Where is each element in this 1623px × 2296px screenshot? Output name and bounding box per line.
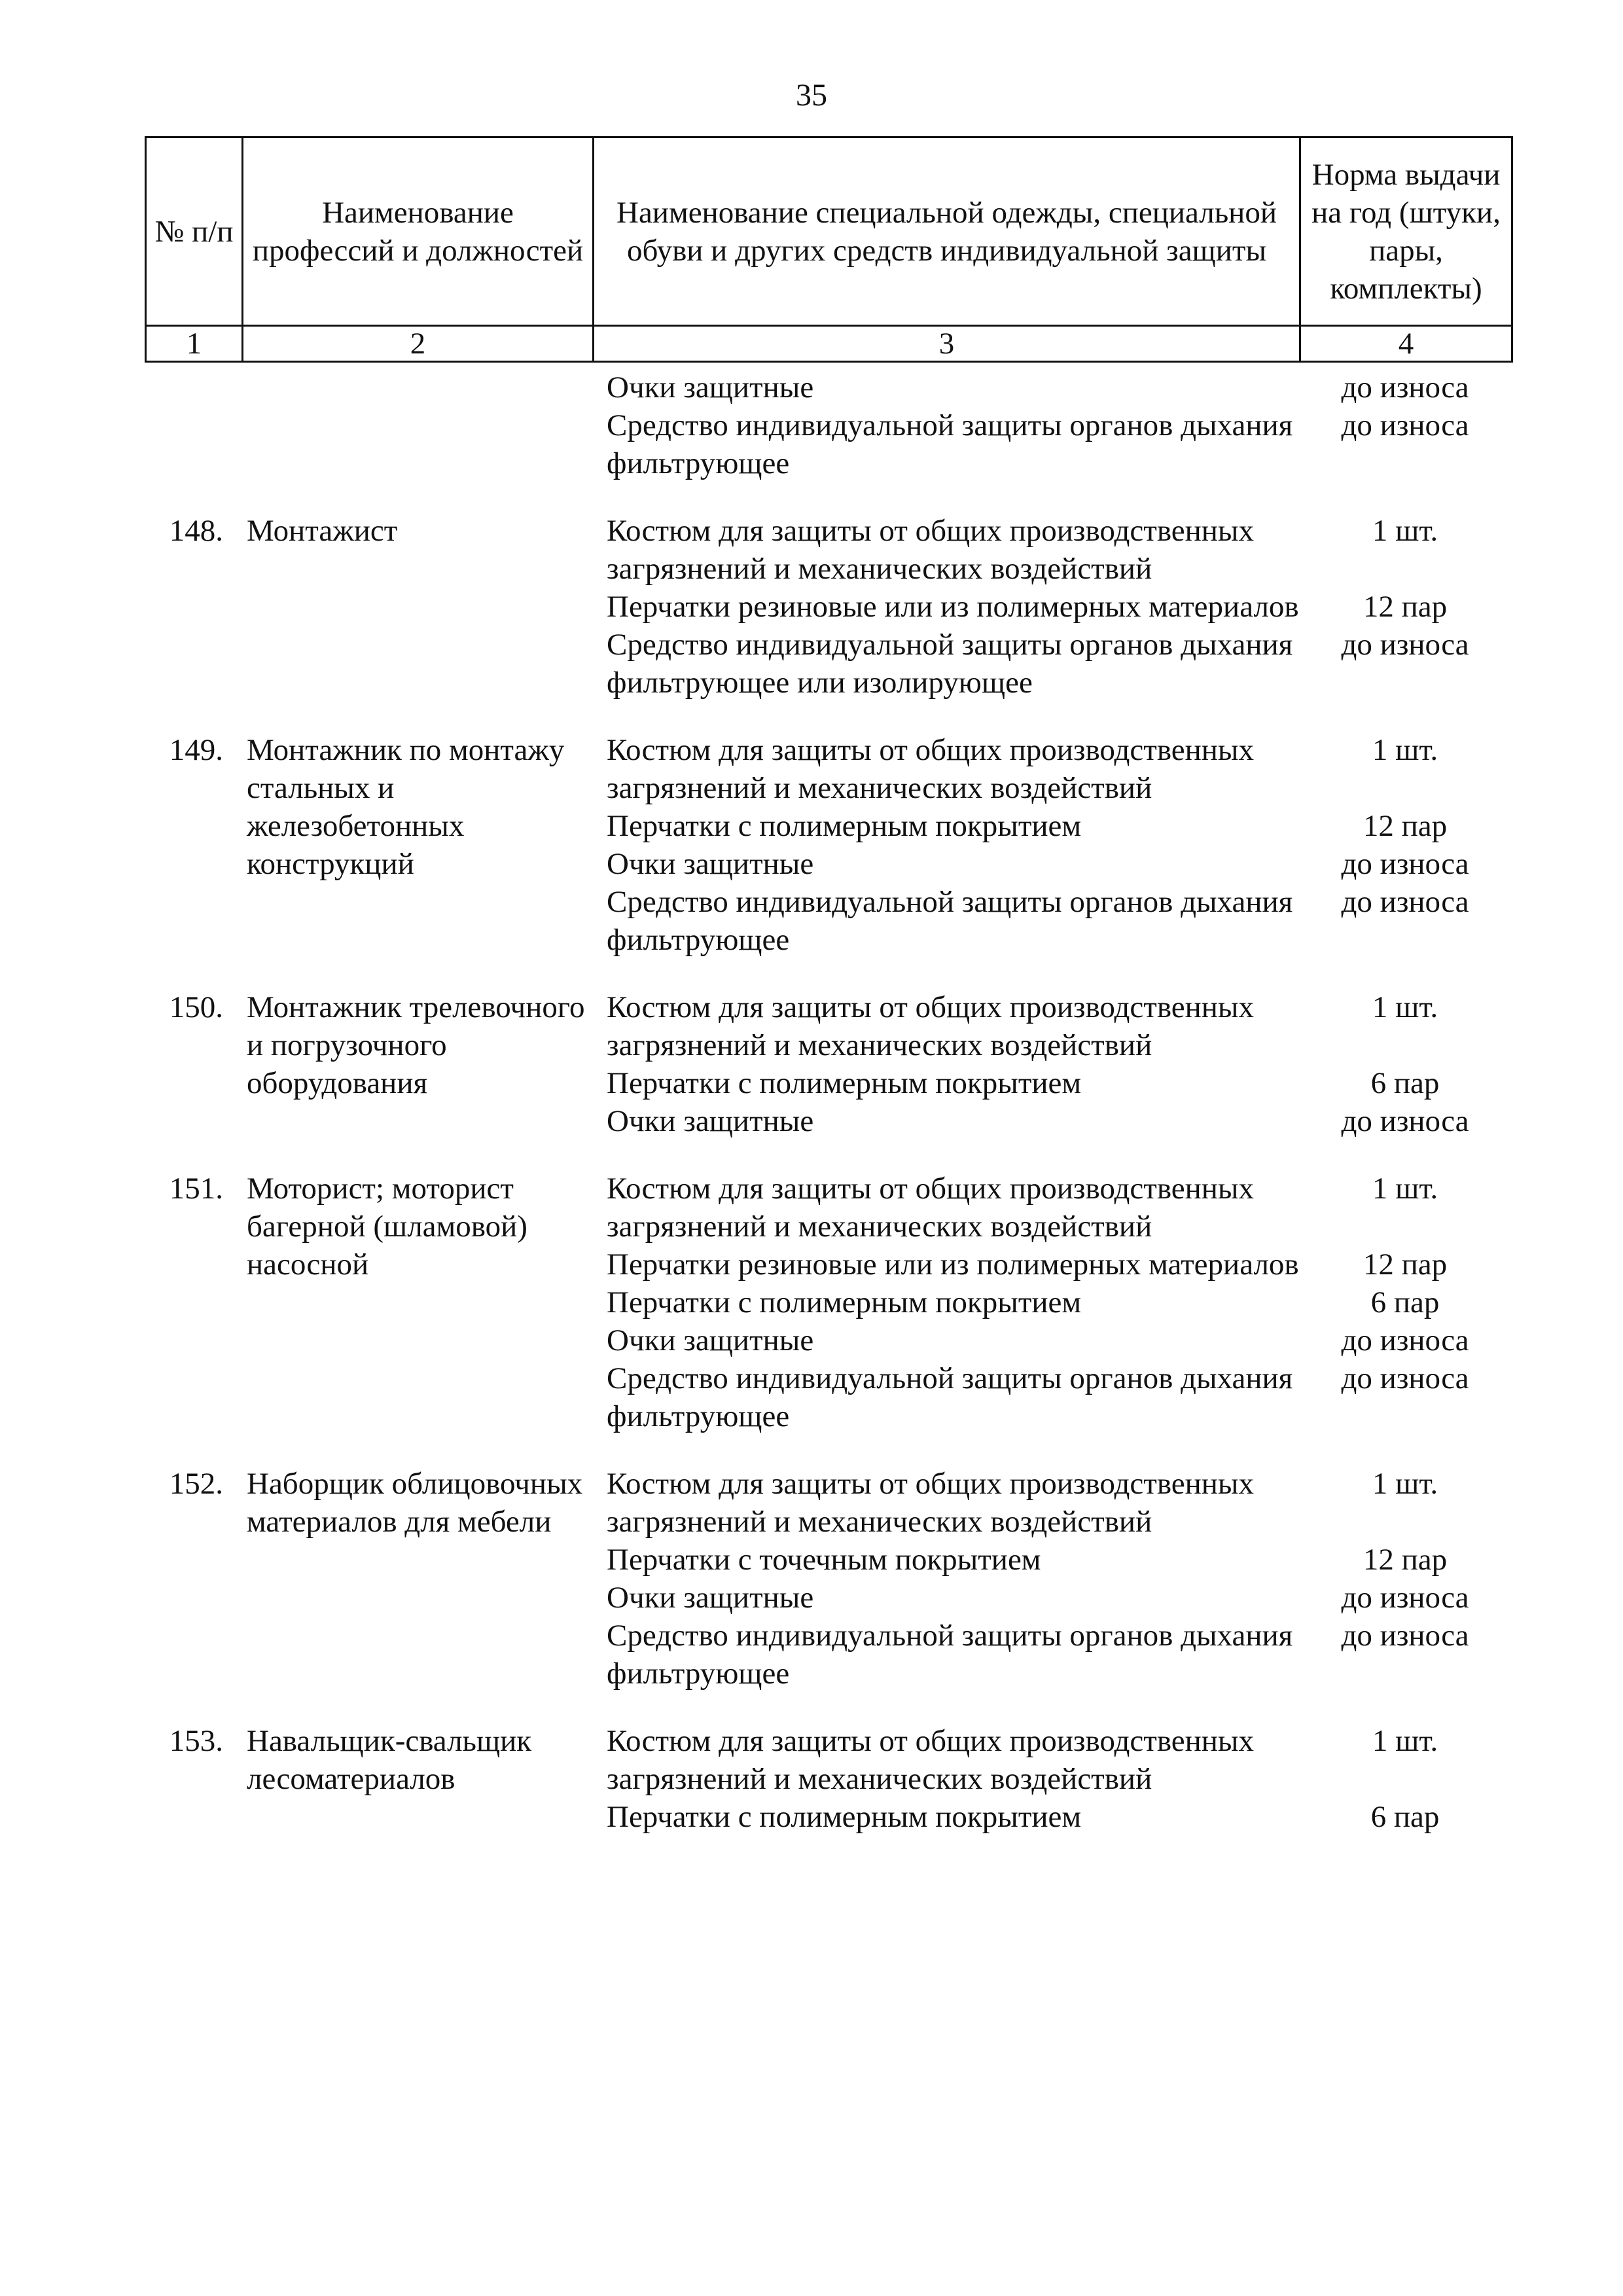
table-row xyxy=(145,1465,1511,1693)
issue-norm: до износа xyxy=(1341,370,1469,404)
issue-norm: до износа xyxy=(1341,628,1469,662)
table-header xyxy=(145,136,1513,363)
issue-norm: до износа xyxy=(1341,1104,1469,1138)
equipment-item xyxy=(592,1617,1511,1693)
header-num-1: 1 xyxy=(146,326,243,362)
equipment-item xyxy=(592,406,1511,482)
equipment-name: Средство индивидуальной защиты органов дыхания фильтрующее xyxy=(607,408,1293,480)
row-number xyxy=(145,368,241,482)
table-entry xyxy=(145,731,1511,959)
table-row xyxy=(145,1170,1511,1435)
table-entry xyxy=(145,1722,1511,1836)
issue-norm: 1 шт. xyxy=(1372,733,1438,767)
row-number: 149. xyxy=(169,733,223,767)
equipment-item xyxy=(592,588,1511,626)
equipment-name: Очки защитные xyxy=(607,370,814,404)
equipment-name: Средство индивидуальной защиты органов дыхания фильтрующее xyxy=(607,1361,1293,1433)
issue-norm: 1 шт. xyxy=(1372,514,1438,548)
row-number: 153. xyxy=(169,1724,223,1758)
table-body xyxy=(145,368,1511,1865)
equipment-list xyxy=(592,1465,1511,1693)
equipment-item xyxy=(592,1064,1511,1102)
row-number: 148. xyxy=(169,514,223,548)
issue-norm: 1 шт. xyxy=(1372,1467,1438,1501)
equipment-item xyxy=(592,368,1511,406)
issue-norm: до износа xyxy=(1341,1581,1469,1615)
issue-norm: до износа xyxy=(1341,408,1469,442)
equipment-name: Перчатки с точечным покрытием xyxy=(607,1543,1041,1577)
profession-name: Навальщик-свальщик лесоматериалов xyxy=(247,1724,532,1796)
equipment-name: Костюм для защиты от общих производственных загрязнений и механических воздействий xyxy=(607,1724,1254,1796)
table-entry xyxy=(145,1170,1511,1435)
table-row xyxy=(145,512,1511,702)
profession-name: Монтажист xyxy=(247,514,398,548)
header-col-profession: Наименование профессий и должностей xyxy=(243,137,594,326)
table-entry xyxy=(145,1465,1511,1693)
equipment-item xyxy=(592,1359,1511,1435)
equipment-name: Костюм для защиты от общих производственных загрязнений и механических воздействий xyxy=(607,1467,1254,1539)
issue-norm: 12 пар xyxy=(1363,1247,1448,1282)
equipment-name: Перчатки резиновые или из полимерных материалов xyxy=(607,1247,1299,1282)
row-number: 150. xyxy=(169,990,223,1024)
issue-norm: 12 пар xyxy=(1363,1543,1448,1577)
equipment-name: Перчатки с полимерным покрытием xyxy=(607,809,1082,843)
profession-name: Наборщик облицовочных материалов для мебели xyxy=(247,1467,583,1539)
row-number: 152. xyxy=(169,1467,223,1501)
equipment-name: Средство индивидуальной защиты органов дыхания фильтрующее или изолирующее xyxy=(607,628,1293,700)
equipment-name: Средство индивидуальной защиты органов дыхания фильтрующее xyxy=(607,1619,1293,1691)
issue-norm: 12 пар xyxy=(1363,809,1448,843)
equipment-list xyxy=(592,368,1511,482)
equipment-item xyxy=(592,1283,1511,1321)
equipment-item xyxy=(592,988,1511,1064)
equipment-item xyxy=(592,1321,1511,1359)
equipment-name: Очки защитные xyxy=(607,847,814,881)
issue-norm: 1 шт. xyxy=(1372,1724,1438,1758)
profession-name: Монтажник трелевочного и погрузочного оборудования xyxy=(247,990,585,1100)
issue-norm: 6 пар xyxy=(1370,1800,1440,1834)
equipment-name: Костюм для защиты от общих производственных загрязнений и механических воздействий xyxy=(607,1172,1254,1244)
issue-norm: 6 пар xyxy=(1370,1066,1440,1100)
equipment-list xyxy=(592,988,1511,1140)
header-col-equipment: Наименование специальной одежды, специальной обуви и других средств индивидуальной защиты xyxy=(594,137,1300,326)
issue-norm: 1 шт. xyxy=(1372,1172,1438,1206)
equipment-item xyxy=(592,883,1511,959)
equipment-name: Средство индивидуальной защиты органов дыхания фильтрующее xyxy=(607,885,1293,957)
equipment-item xyxy=(592,626,1511,702)
equipment-name: Перчатки с полимерным покрытием xyxy=(607,1066,1082,1100)
equipment-item xyxy=(592,845,1511,883)
equipment-item xyxy=(592,1579,1511,1617)
equipment-name: Перчатки с полимерным покрытием xyxy=(607,1800,1082,1834)
equipment-item xyxy=(592,1722,1511,1798)
table-row xyxy=(145,988,1511,1140)
profession-name xyxy=(241,368,592,482)
issue-norm: до износа xyxy=(1341,1619,1469,1653)
issue-norm: до износа xyxy=(1341,885,1469,919)
table-entry xyxy=(145,512,1511,702)
equipment-item xyxy=(592,1246,1511,1283)
equipment-list xyxy=(592,1170,1511,1435)
equipment-name: Костюм для защиты от общих производственных загрязнений и механических воздействий xyxy=(607,514,1254,586)
table-row xyxy=(145,1722,1511,1836)
table-entry xyxy=(145,988,1511,1140)
equipment-name: Очки защитные xyxy=(607,1104,814,1138)
table-row xyxy=(145,731,1511,959)
profession-name: Монтажник по монтажу стальных и железобетонных конструкций xyxy=(247,733,565,881)
equipment-list xyxy=(592,512,1511,702)
issue-norm: до износа xyxy=(1341,1323,1469,1357)
row-number: 151. xyxy=(169,1172,223,1206)
equipment-name: Костюм для защиты от общих производственных загрязнений и механических воздействий xyxy=(607,990,1254,1062)
equipment-item xyxy=(592,512,1511,588)
issue-norm: 12 пар xyxy=(1363,590,1448,624)
issue-norm: 1 шт. xyxy=(1372,990,1438,1024)
equipment-list xyxy=(592,1722,1511,1836)
table-entry xyxy=(145,368,1511,482)
equipment-item xyxy=(592,1170,1511,1246)
equipment-item xyxy=(592,731,1511,807)
equipment-list xyxy=(592,731,1511,959)
issue-norm: до износа xyxy=(1341,847,1469,881)
equipment-name: Перчатки резиновые или из полимерных материалов xyxy=(607,590,1299,624)
equipment-name: Очки защитные xyxy=(607,1323,814,1357)
issue-norm: 6 пар xyxy=(1370,1285,1440,1319)
header-num-3: 3 xyxy=(594,326,1300,362)
profession-name: Моторист; моторист багерной (шламовой) насосной xyxy=(247,1172,527,1282)
header-num-2: 2 xyxy=(243,326,594,362)
equipment-name: Очки защитные xyxy=(607,1581,814,1615)
page-number: 35 xyxy=(796,78,827,113)
equipment-name: Перчатки с полимерным покрытием xyxy=(607,1285,1082,1319)
header-col-norm: Норма выдачи на год (штуки, пары, комплекты) xyxy=(1300,137,1512,326)
equipment-item xyxy=(592,1102,1511,1140)
header-col-number: № п/п xyxy=(146,137,243,326)
table-row xyxy=(145,368,1511,482)
header-num-4: 4 xyxy=(1300,326,1512,362)
equipment-item xyxy=(592,1541,1511,1579)
issue-norm: до износа xyxy=(1341,1361,1469,1395)
equipment-item xyxy=(592,1798,1511,1836)
equipment-item xyxy=(592,807,1511,845)
equipment-item xyxy=(592,1465,1511,1541)
equipment-name: Костюм для защиты от общих производственных загрязнений и механических воздействий xyxy=(607,733,1254,805)
